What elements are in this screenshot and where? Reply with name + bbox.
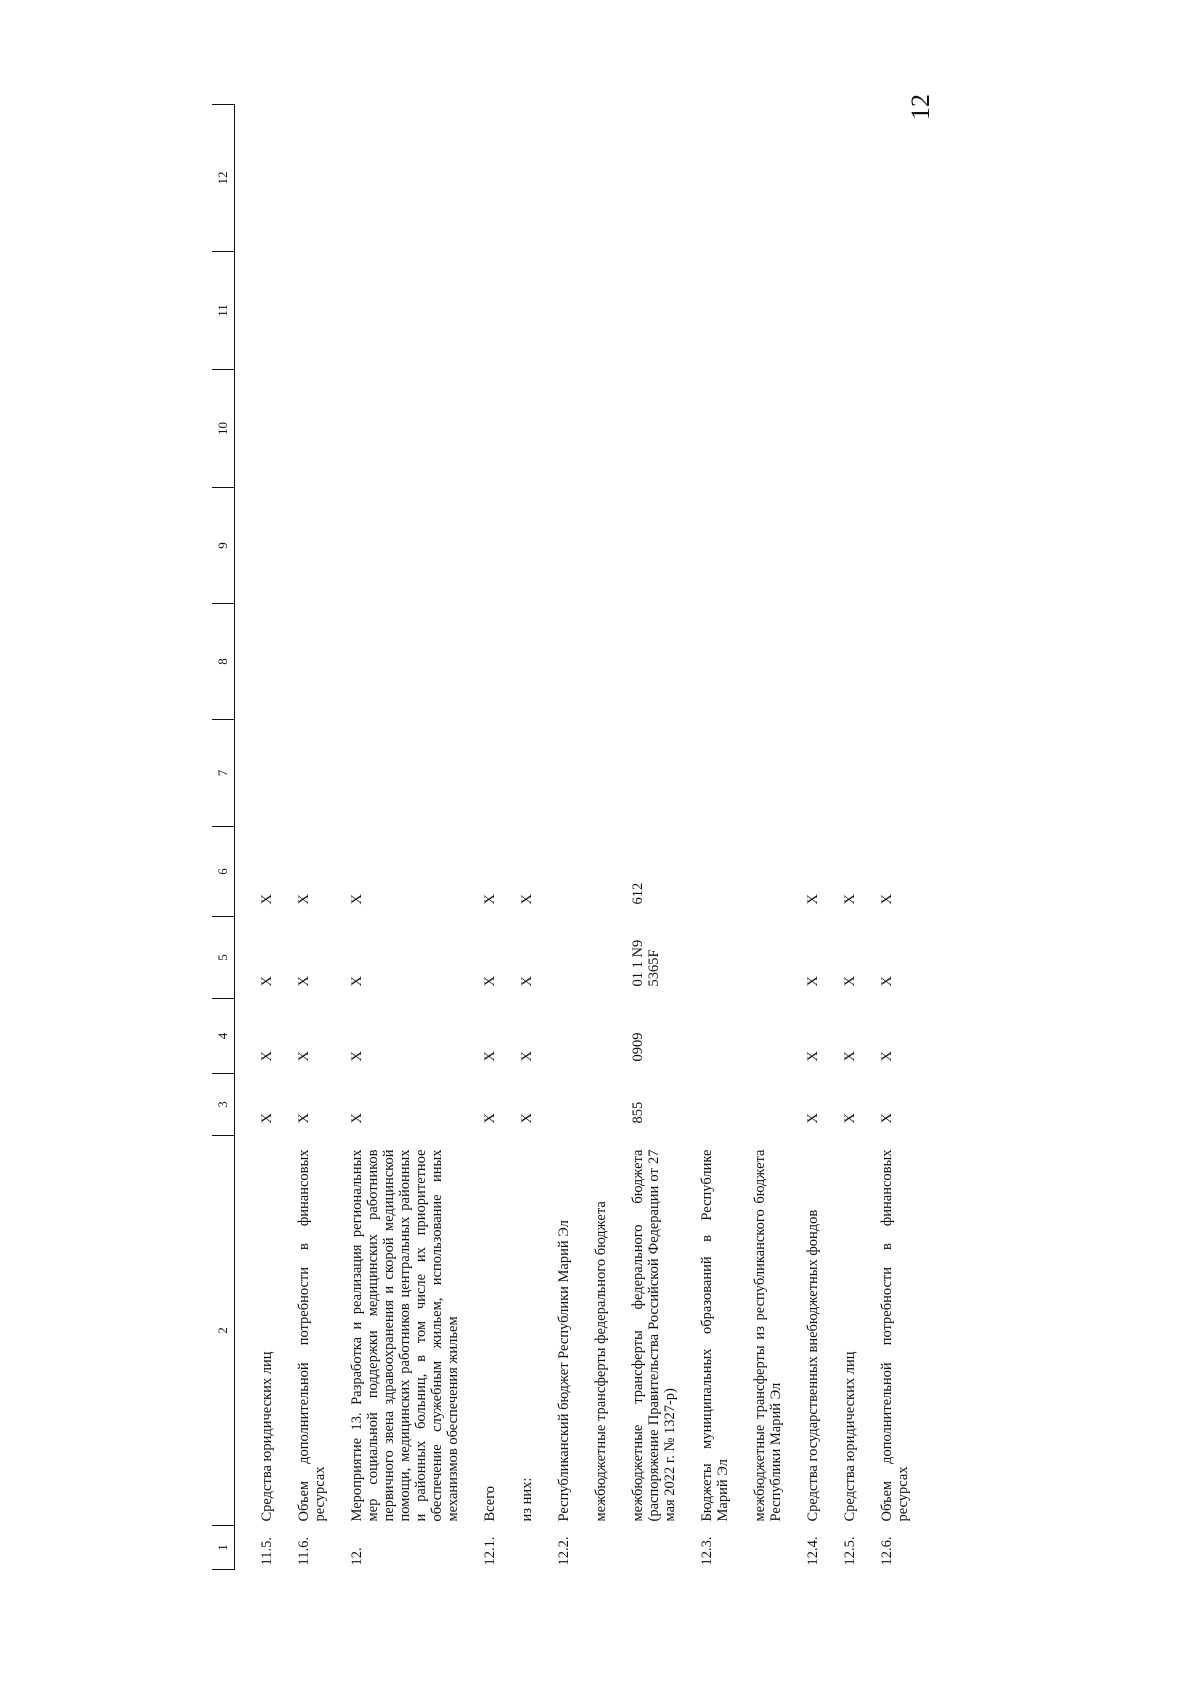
cell-col-5: X: [519, 976, 535, 987]
row-number: 12.4.: [805, 1536, 821, 1566]
page-number: 12: [906, 94, 935, 120]
row-description: Всего: [482, 1485, 498, 1522]
row-number: 12.1.: [482, 1536, 498, 1566]
cell-col-4: X: [349, 1051, 365, 1062]
row-number: 12.5.: [842, 1536, 858, 1566]
cell-col-5: X: [879, 976, 895, 987]
cell-col-4: X: [805, 1051, 821, 1062]
cell-col-3: X: [259, 1113, 275, 1124]
cell-col-4: 0909: [630, 1032, 646, 1062]
cell-col-4: [678, 999, 731, 1074]
column-number-header: [212, 105, 235, 1570]
cell-col-6: [731, 827, 784, 917]
header-col-2: 2: [212, 1136, 235, 1526]
row-description: межбюджетные трансферты федерального бюджета (распоряжение Правительства Российской Федерации от 27 мая 2022 г. № 1327-р): [630, 1149, 678, 1522]
row-description: Средства юридических лиц: [842, 1351, 858, 1522]
cell-col-3: [678, 1074, 731, 1136]
row-number: 11.6.: [296, 1537, 312, 1566]
cell-col-3: [572, 1074, 609, 1136]
header-col-6: 6: [212, 827, 235, 917]
cell-col-5: X: [805, 976, 821, 987]
row-number: 12.6.: [879, 1536, 895, 1566]
cell-col-6: X: [349, 894, 365, 905]
cell-col-6: X: [879, 894, 895, 905]
row-description: Бюджеты муниципальных образований в Республике Марий Эл: [699, 1149, 731, 1522]
row-description: из них:: [519, 1477, 535, 1522]
row-number: 11.5.: [259, 1537, 275, 1566]
table-row: [235, 105, 276, 1570]
cell-col-6: X: [482, 894, 498, 905]
header-col-12: 12: [212, 105, 235, 252]
table-row: [678, 105, 731, 1570]
table-row: [821, 105, 858, 1570]
financing-table: [212, 104, 911, 1570]
cell-col-5: 01 1 N9 5365F: [630, 939, 662, 987]
cell-col-4: X: [879, 1051, 895, 1062]
cell-col-6: X: [519, 894, 535, 905]
table-row: [535, 105, 572, 1570]
row-number: [609, 1526, 678, 1570]
header-col-9: 9: [212, 488, 235, 604]
header-col-10: 10: [212, 370, 235, 488]
row-number: 12.2.: [556, 1536, 572, 1566]
cell-col-3: [731, 1074, 784, 1136]
header-col-8: 8: [212, 604, 235, 720]
table-row: [609, 105, 678, 1570]
table-row: [498, 105, 535, 1570]
cell-col-3: [535, 1074, 572, 1136]
row-number: 12.3.: [699, 1536, 715, 1566]
cell-col-4: X: [259, 1051, 275, 1062]
cell-col-3: 855: [630, 1101, 646, 1124]
cell-col-4: [731, 999, 784, 1074]
row-description: Объем дополнительной потребности в финансовых ресурсах: [879, 1149, 911, 1522]
cell-col-6: [535, 827, 572, 917]
row-number: [731, 1526, 784, 1570]
cell-col-5: [535, 917, 572, 999]
table-container: [212, 105, 1018, 1570]
row-description: межбюджетные трансферты из республиканского бюджета Республики Марий Эл: [752, 1149, 784, 1522]
cell-col-4: [572, 999, 609, 1074]
cell-col-3: X: [296, 1113, 312, 1124]
header-col-3: 3: [212, 1074, 235, 1136]
table-row: [731, 105, 784, 1570]
row-description: межбюджетные трансферты федерального бюджета: [593, 1201, 609, 1522]
row-description: Средства юридических лиц: [259, 1351, 275, 1522]
cell-col-4: [535, 999, 572, 1074]
cell-col-5: [678, 917, 731, 999]
cell-col-3: X: [349, 1113, 365, 1124]
cell-col-4: X: [296, 1051, 312, 1062]
row-number: [498, 1526, 535, 1570]
cell-col-5: [572, 917, 609, 999]
header-col-7: 7: [212, 720, 235, 827]
cell-col-5: X: [296, 976, 312, 987]
header-col-4: 4: [212, 999, 235, 1074]
cell-col-5: X: [842, 976, 858, 987]
cell-col-3: X: [519, 1113, 535, 1124]
cell-col-4: X: [842, 1051, 858, 1062]
header-col-11: 11: [212, 252, 235, 370]
cell-col-6: [678, 827, 731, 917]
table-row: [461, 105, 498, 1570]
cell-col-5: X: [259, 976, 275, 987]
cell-col-4: X: [519, 1051, 535, 1062]
row-description: Средства государственных внебюджетных фондов: [805, 1209, 821, 1522]
header-col-5: 5: [212, 917, 235, 999]
row-number: 12.: [349, 1547, 365, 1566]
row-number: [572, 1526, 609, 1570]
row-description: Объем дополнительной потребности в финансовых ресурсах: [296, 1149, 328, 1522]
row-description: Мероприятие 13. Разработка и реализация региональных мер социальной поддержки медицинских работников первичного звена здравоохранения и скорой медицинской помощи, медицинских работников центральных районных и районных больниц, в том числе их приоритетное обеспечение служебным жильем, использование иных механизмов обеспечения жильем: [349, 1149, 461, 1522]
header-col-1: 1: [212, 1526, 235, 1570]
table-row: [572, 105, 609, 1570]
cell-col-4: X: [482, 1051, 498, 1062]
cell-col-6: X: [296, 894, 312, 905]
row-description: Республиканский бюджет Республики Марий Эл: [556, 1220, 572, 1522]
table-row: [275, 105, 328, 1570]
cell-col-3: X: [482, 1113, 498, 1124]
cell-col-6: X: [805, 894, 821, 905]
cell-col-6: 612: [630, 882, 646, 905]
table-row: [784, 105, 821, 1570]
cell-col-5: X: [482, 976, 498, 987]
cell-col-6: X: [259, 894, 275, 905]
cell-col-3: X: [842, 1113, 858, 1124]
table-row: [858, 105, 911, 1570]
table-row: [328, 105, 461, 1570]
cell-col-3: X: [879, 1113, 895, 1124]
cell-col-6: X: [842, 894, 858, 905]
cell-col-5: X: [349, 976, 365, 987]
cell-col-3: X: [805, 1113, 821, 1124]
cell-col-5: [731, 917, 784, 999]
cell-col-6: [572, 827, 609, 917]
